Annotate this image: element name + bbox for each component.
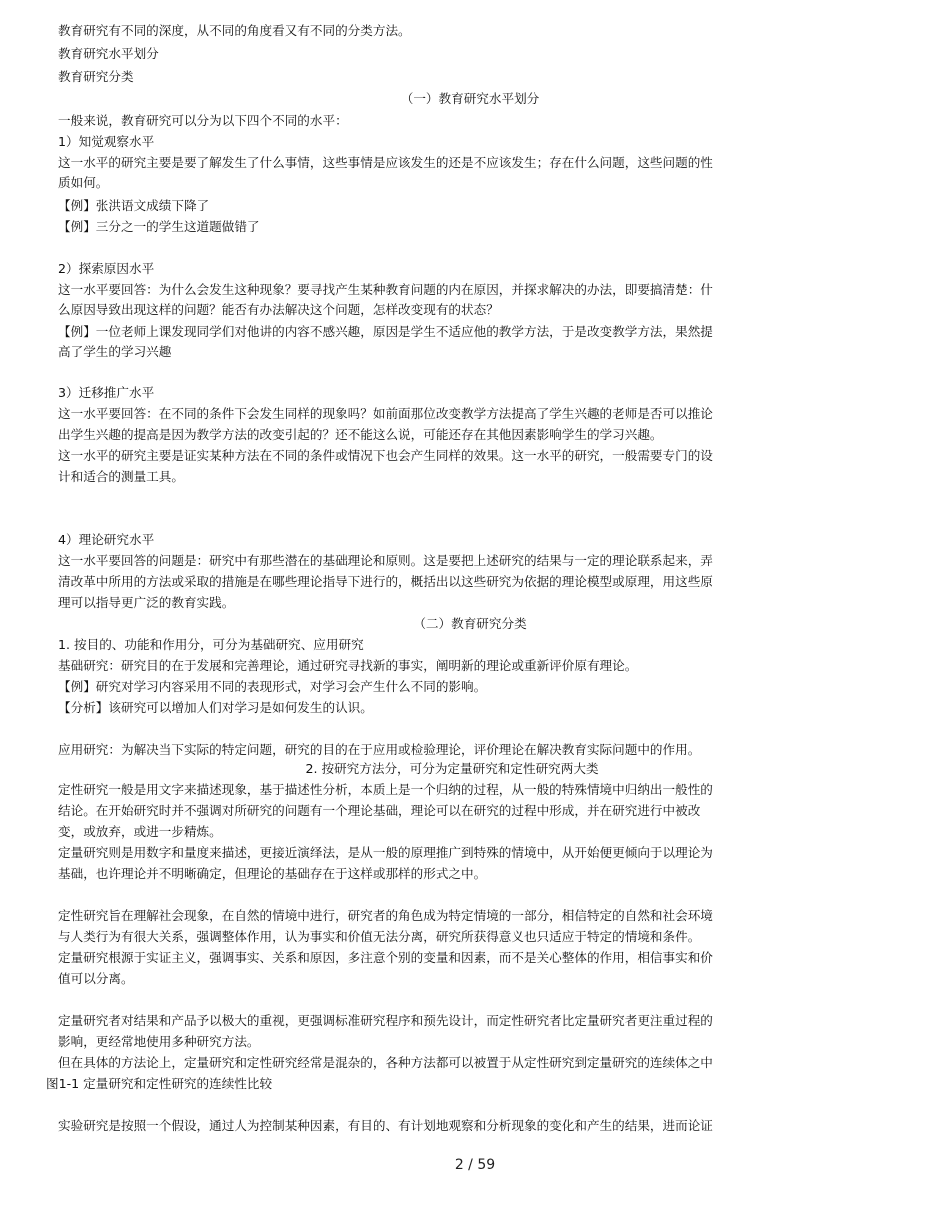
page-number: 2 / 59 [454, 1157, 496, 1173]
text-line: 【例】张洪语文成绩下降了 [58, 198, 210, 213]
text-line: 质如何。 [58, 175, 109, 190]
text-line: 3）迁移推广水平 [58, 385, 155, 400]
text-line: 实验研究是按照一个假设，通过人为控制某种因素，有目的、有计划地观察和分析现象的变化和产生的结果，进而论证 [58, 1118, 713, 1133]
text-line: 这一水平要回答：为什么会发生这种现象？要寻找产生某种教育问题的内在原因，并探求解决的办法，即要搞清楚：什 [58, 282, 713, 297]
text-line: 清改革中所用的方法或采取的措施是在哪些理论指导下进行的，概括出以这些研究为依据的理论模型或原理，用这些原 [58, 574, 713, 589]
text-line: 一般来说，教育研究可以分为以下四个不同的水平： [58, 113, 348, 128]
text-line: 基础，也许理论并不明晰确定，但理论的基础存在于这样或那样的形式之中。 [58, 866, 487, 881]
text-line: 理可以指导更广泛的教育实践。 [58, 595, 235, 610]
text-line: 【例】研究对学习内容采用不同的表现形式，对学习会产生什么不同的影响。 [58, 679, 487, 694]
text-line: 么原因导致出现这样的问题？能否有办法解决这个问题，怎样改变现有的状态？ [58, 302, 499, 317]
text-line: 但在具体的方法论上，定量研究和定性研究经常是混杂的，各种方法都可以被置于从定性研究到定量研究的连续体之中 [58, 1055, 713, 1070]
text-line: 定量研究者对结果和产品予以极大的重视，更强调标准研究程序和预先设计，而定性研究者比定量研究者更注重过程的 [58, 1013, 713, 1028]
text-line: 这一水平要回答：在不同的条件下会发生同样的现象吗？如前面那位改变教学方法提高了学生兴趣的老师是否可以推论 [58, 406, 713, 421]
text-line: 【例】三分之一的学生这道题做错了 [58, 219, 260, 234]
text-line: 出学生兴趣的提高是因为教学方法的改变引起的？还不能这么说，可能还存在其他因素影响学生的学习兴趣。 [58, 427, 663, 442]
text-line: 定性研究旨在理解社会现象，在自然的情境中进行，研究者的角色成为特定情境的一部分，相信特定的自然和社会环境 [58, 908, 713, 923]
text-line: 2）探索原因水平 [58, 261, 155, 276]
text-line: 【分析】该研究可以增加人们对学习是如何发生的认识。 [58, 700, 373, 715]
text-line: 基础研究：研究目的在于发展和完善理论，通过研究寻找新的事实，阐明新的理论或重新评价原有理论。 [58, 658, 638, 673]
text-line: 值可以分离。 [58, 971, 134, 986]
text-line: 这一水平要回答的问题是：研究中有那些潜在的基础理论和原则。这是要把上述研究的结果与一定的理论联系起来，弄 [58, 553, 713, 568]
text-line: 图1-1 定量研究和定性研究的连续性比较 [46, 1076, 273, 1091]
text-line: 与人类行为有很大关系，强调整体作用，认为事实和价值无法分离，研究所获得意义也只适应于特定的情境和条件。 [58, 929, 701, 944]
text-line: 这一水平的研究主要是证实某种方法在不同的条件或情况下也会产生同样的效果。这一水平的研究，一般需要专门的设 [58, 448, 713, 463]
text-line: 应用研究：为解决当下实际的特定问题，研究的目的在于应用或检验理论，评价理论在解决教育实际问题中的作用。 [58, 742, 701, 757]
text-line: 定性研究一般是用文字来描述现象，基于描述性分析，本质上是一个归纳的过程，从一般的特殊情境中归纳出一般性的 [58, 782, 713, 797]
text-line: 1. 按目的、功能和作用分，可分为基础研究、应用研究 [58, 637, 364, 652]
text-line: 高了学生的学习兴趣 [58, 344, 172, 359]
section-heading: （一）教育研究水平划分 [400, 91, 540, 106]
section-heading: （二）教育研究分类 [413, 616, 527, 631]
text-line: 定量研究根源于实证主义，强调事实、关系和原因，多注意个别的变量和因素，而不是关心整体的作用，相信事实和价 [58, 950, 713, 965]
section-heading: 2. 按研究方法分，可分为定量研究和定性研究两大类 [305, 761, 599, 776]
text-line: 教育研究有不同的深度，从不同的角度看又有不同的分类方法。 [58, 23, 411, 38]
text-line: 教育研究分类 [58, 69, 134, 84]
text-line: 【例】一位老师上课发现同学们对他讲的内容不感兴趣，原因是学生不适应他的教学方法，于是改变教学方法，果然提 [58, 324, 713, 339]
text-line: 教育研究水平划分 [58, 46, 159, 61]
text-line: 结论。在开始研究时并不强调对所研究的问题有一个理论基础，理论可以在研究的过程中形成，并在研究进行中被改 [58, 803, 701, 818]
text-line: 定量研究则是用数字和量度来描述，更接近演绎法，是从一般的原理推广到特殊的情境中，从开始便更倾向于以理论为 [58, 845, 713, 860]
text-line: 变，或放弃，或进一步精炼。 [58, 824, 222, 839]
text-line: 计和适合的测量工具。 [58, 469, 184, 484]
text-line: 影响，更经常地使用多种研究方法。 [58, 1034, 260, 1049]
text-line: 1）知觉观察水平 [58, 134, 155, 149]
text-line: 这一水平的研究主要是要了解发生了什么事情，这些事情是应该发生的还是不应该发生；存在什么问题，这些问题的性 [58, 155, 713, 170]
text-line: 4）理论研究水平 [58, 532, 155, 547]
